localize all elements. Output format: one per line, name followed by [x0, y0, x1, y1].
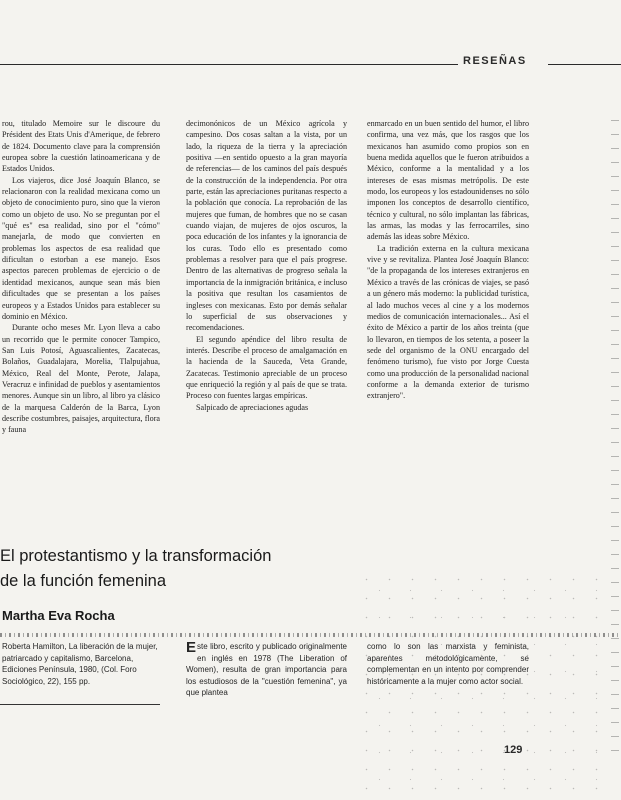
- article-title: [0, 544, 360, 594]
- book-citation: Roberta Hamilton, La liberación de la mujer, patriarcado y capitalismo, Barcelona, Ediciones Península, 1980, (Col. Foro Sociológico, 22), 155 pp.: [2, 642, 158, 686]
- header-rule: [0, 64, 458, 65]
- paragraph: enmarcado en un buen sentido del humor, el libro confirma, una vez más, que los rasgos que los mexicanos han asumido como propios son en buena medida aquellos que le fueron atribuidos a México, conforme a la mentalidad y a los intereses de esas mismas metrópolis. De este modo, los europeos y los estadounidenses no sólo imponen los conceptos de desarrollo científico, técnico y cultural, no sólo implantan las fábricas, las armas, las modas y las ferrocarriles, sino además las ideas sobre México.: [367, 119, 529, 242]
- paragraph: decimonónicos de un México agrícola y campesino. Dos cosas saltan a la vista, por un lado, la riqueza de la tierra y la apreciación positiva —en sentido opuesto a la gran mayoría de referencias— de los caminos del país después de la construcción de la independencia. Por otra parte, están las apreciaciones puritanas respecto a la población que conocía. La reprobación de las mujeres que fuman, de hombres que no se casan cuando viajan, de mujeres de ojos oscuros, la poca educación de los infantes y la ignorancia de los curas. Todo ello es presentado como problemas a resolver para que el país progrese. Dentro de las alternativas de progreso señala la importancia de la inmigración británica, e incluso la positiva que resultan los casamientos de ingleses con mexicanas. Esto por demás señalar lo superficial de sus observaciones y recomendaciones.: [186, 119, 347, 333]
- scan-speckle: [355, 570, 615, 790]
- section-label: RESEÑAS: [463, 55, 527, 67]
- article-author: Martha Eva Rocha: [2, 608, 115, 623]
- title-line-1: El protestantismo y la transformación: [0, 547, 272, 565]
- paragraph: Los viajeros, dice José Joaquín Blanco, se relacionaron con la realidad mexicana como un objeto de conocimiento puro, sino que la vieron como un objeto de uso. No se preguntan por el "qué es" esa realidad, sino por el "cómo" manejarla, de modo que convierten en problemas los aspectos de esa realidad que dificultan o estorban a ese manejo. Esos aspectos parecen problemas de ejercicio o de identidad mexicanos, aunque sean más bien dificultades que se presentan a los países europeos y a Estados Unidos para establecer su dominio en México.: [2, 175, 160, 321]
- paragraph: El segundo apéndice del libro resulta de interés. Describe el proceso de amalgamación en la hacienda de la Sauceda, Veta Grande, Zacatecas. Testimonio apreciable de un proceso que enriqueció la región y al país de que se trata. Proceso con fuentes largas empíricas.: [186, 334, 347, 401]
- page-number: 129: [504, 744, 523, 756]
- paragraph: Salpicado de apreciaciones agudas: [196, 402, 309, 412]
- header-rule-right: [548, 64, 621, 65]
- review-body-column-2: [186, 641, 347, 699]
- paragraph: La tradición externa en la cultura mexicana vive y se revitaliza. Plantea José Joaquín Blanco: "de la propaganda de los intereses extranjeros en México a través de las crónicas de viajes, se pasó a un género más moderno: la publicidad turística, al lado muchos veces al cine y a los modernos medios de comunicación internacionales... Así el éxito de México a partir de los años treinta (que lo llevaron, en tiempos de los setenta, a poseer la sede del organismo de la ONU encargado del fenómeno turismo), fue visto por Jorge Cuesta como una producción de la personalidad nacional conforme a la demanda exterior de turismo extranjero".: [367, 243, 529, 401]
- paragraph: Durante ocho meses Mr. Lyon lleva a cabo un recorrido que le permite conocer Tampico, San Luis Potosí, Aguascalientes, Zacatecas, Bolaños, Guadalajara, Morelia, Tlalpujahua, México, Real del Monte, Perote, Jalapa, Veracruz e infinidad de pueblos y asentamientos menores. Aunque sin un libro, al libro ya clásico de la marquesa Calderón de la Barca, Lyon describe costumbres, paisajes, arquitectura, flora y fauna: [2, 323, 160, 435]
- review-body-column-3: como lo son las marxista y feminista, aparentes metodológicamente, se complementan en un intento por comprender históricamente a la mujer como actor social.: [367, 642, 529, 686]
- text-column-2: [186, 118, 347, 518]
- review-body-text: ste libro, escrito y publicado originalmente en inglés en 1978 (The Liberation of Women), resulta de gran importancia para los estudiosos de la "cuestión femenina", ya que plantea: [186, 642, 347, 698]
- text-column-3: [367, 118, 529, 518]
- citation-rule: [0, 704, 160, 705]
- paragraph: rou, titulado Memoire sur le discoure du Président des Etats Unis d'Amerique, de febrero de 1824. Documento clave para la comprensión europea sobre la cuestión latinoamericana y de Estados Unidos.: [2, 119, 160, 174]
- margin-dots: [611, 120, 619, 760]
- text-column-1: [2, 118, 160, 518]
- title-line-2: de la función femenina: [0, 572, 167, 590]
- drop-cap: E: [186, 639, 197, 656]
